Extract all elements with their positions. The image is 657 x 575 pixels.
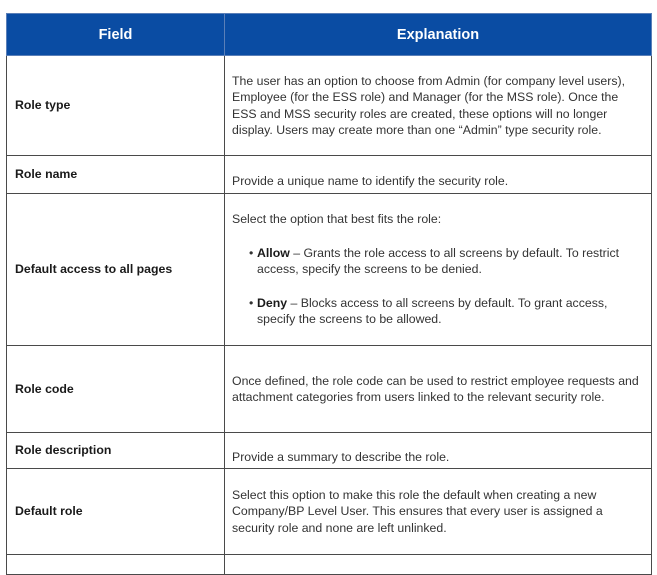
table-row-default-role [7, 469, 652, 555]
field-cell: Default role [7, 469, 225, 555]
option-text: – Grants the role access to all screens by default. To restrict access, specify the screens to be denied. [257, 245, 620, 277]
table-row-role-description [7, 433, 652, 469]
header-field: Field [7, 14, 225, 56]
list-item [249, 245, 645, 278]
bullet-icon: • [249, 245, 254, 260]
explanation-cell: Provide a summary to describe the role. [225, 433, 652, 469]
explanation-cell [225, 194, 652, 346]
table-row-role-type [7, 56, 652, 156]
list-item [249, 295, 645, 328]
option-text: – Blocks access to all screens by default. To grant access, specify the screens to be allowed. [257, 295, 608, 327]
field-cell: Role name [7, 156, 225, 194]
explanation-intro: Select the option that best fits the role: [232, 212, 442, 227]
field-cell: Default access to all pages [7, 194, 225, 346]
explanation-cell: Once defined, the role code can be used to restrict employee requests and attachment categories from users linked to the relevant security role. [225, 346, 652, 433]
field-explanation-table [6, 13, 652, 575]
table-row-role-code [7, 346, 652, 433]
option-term: Allow [257, 245, 290, 260]
table-row-default-access [7, 194, 652, 346]
bullet-icon: • [249, 295, 254, 310]
explanation-cell: Select this option to make this role the default when creating a new Company/BP Level User. This ensures that every user is assigned a security role and none are left unlinked. [225, 469, 652, 555]
option-term: Deny [257, 295, 288, 310]
field-cell: Role type [7, 56, 225, 156]
table-header-row [7, 14, 652, 56]
field-cell: Role description [7, 433, 225, 469]
header-explanation: Explanation [225, 14, 652, 56]
explanation-cell: Provide a unique name to identify the security role. [225, 156, 652, 194]
field-explanation-document [6, 13, 651, 575]
table-row-role-name [7, 156, 652, 194]
option-list [232, 245, 645, 328]
field-cell: Role code [7, 346, 225, 433]
explanation-cell: The user has an option to choose from Admin (for company level users), Employee (for the ESS role) and Manager (for the MSS role). Once the ESS and MSS security roles are created, these options will no longer display. Users may create more than one “Admin” type security role. [225, 56, 652, 156]
